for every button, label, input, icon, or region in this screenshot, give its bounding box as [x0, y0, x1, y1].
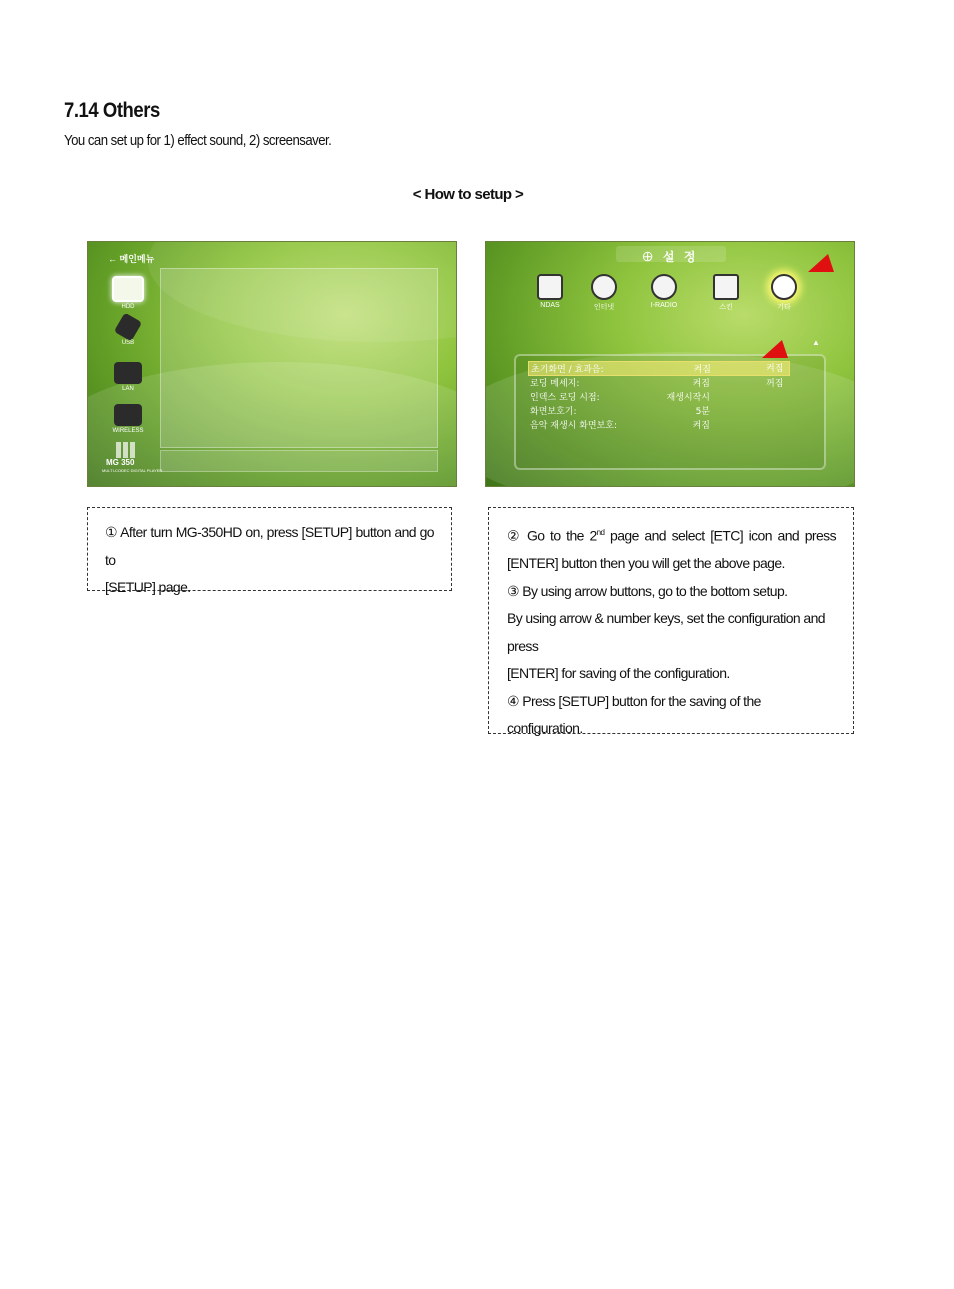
- hdd-icon: [112, 276, 144, 302]
- setting-row-screensaver[interactable]: [528, 404, 788, 417]
- tab-label: 기타: [777, 304, 791, 311]
- setting-label: 초기화면 / 효과음:: [531, 365, 604, 375]
- section-title: 7.14 Others: [64, 99, 160, 122]
- setting-label: 음악 재생시 화면보호:: [530, 421, 618, 431]
- shirt-icon: [713, 274, 739, 300]
- scroll-up-icon: ▲: [812, 338, 820, 347]
- ndas-icon: [537, 274, 563, 300]
- gears-icon: [771, 274, 797, 300]
- tab-label: 스킨: [719, 304, 733, 311]
- caption-text: ③ By using arrow buttons, go to the bottom setup.: [507, 582, 788, 599]
- lan-device: [112, 362, 144, 392]
- settings-box: [514, 354, 826, 470]
- caption-text: ④ Press [SETUP] button for the saving of the configuration.: [507, 692, 761, 737]
- header-bar: [616, 246, 726, 262]
- tab-label: NDAS: [540, 302, 560, 309]
- main-menu-screenshot: [87, 241, 457, 487]
- setup-header: ⊕ 설 정: [641, 250, 699, 264]
- device-label: LAN: [122, 386, 134, 392]
- hdd-device: [112, 276, 144, 310]
- content-panel: [160, 268, 438, 448]
- device-label: HDD: [121, 304, 135, 310]
- usb-icon: [114, 312, 142, 341]
- caption-text: page and select [ETC] icon and press: [604, 527, 836, 544]
- setting-value: 켜짐: [693, 365, 711, 375]
- setting-value: 켜짐: [692, 379, 710, 389]
- caption-text: [507, 519, 836, 550]
- caption-text: ① After turn MG-350HD on, press [SETUP] button and go to: [105, 524, 434, 568]
- brand-logo: MG 350: [106, 458, 135, 467]
- pointer-arrow-icon: [806, 252, 836, 274]
- device-label: USB: [121, 340, 135, 346]
- caption-text: By using arrow & number keys, set the configuration and press: [507, 610, 825, 654]
- device-label: WIRELESS: [112, 428, 144, 434]
- caption-text: [SETUP] page.: [105, 579, 191, 595]
- how-to-heading: < How to setup >: [412, 186, 524, 203]
- setting-value: 5분: [695, 407, 710, 417]
- tab-label: I-RADIO: [650, 302, 678, 309]
- tab-etc[interactable]: [764, 274, 804, 312]
- status-panel: [160, 450, 438, 472]
- setting-row-effect-sound[interactable]: [528, 361, 790, 376]
- wireless-icon: [114, 404, 142, 426]
- caption-text: ② Go to the 2: [507, 527, 597, 544]
- usb-device: [112, 316, 144, 346]
- intro-text: You can set up for 1) effect sound, 2) screensaver.: [64, 132, 332, 149]
- tab-skin[interactable]: [706, 274, 746, 312]
- setting-value: 재생시작시: [666, 393, 710, 403]
- tab-iradio[interactable]: [644, 274, 684, 309]
- caption-text: [ENTER] button then you will get the above page.: [507, 555, 785, 572]
- grid-icon: [116, 442, 136, 458]
- setting-label: 로딩 메세지:: [530, 379, 580, 389]
- setting-label: 인덱스 로딩 시점:: [530, 393, 600, 403]
- superscript: nd: [596, 528, 605, 537]
- setting-row-music-screensaver[interactable]: [528, 418, 788, 431]
- setup-screenshot: [485, 241, 855, 487]
- lan-icon: [114, 362, 142, 384]
- caption-text: [ENTER] for saving of the configuration.: [507, 665, 730, 682]
- step1-caption: [87, 507, 452, 595]
- wireless-device: [112, 404, 144, 434]
- setting-label: 화면보호기:: [530, 407, 577, 417]
- tab-ndas[interactable]: [530, 274, 570, 309]
- main-menu-header: ← 메인메뉴: [108, 254, 155, 264]
- radio-icon: [651, 274, 677, 300]
- steps-caption: [488, 507, 854, 737]
- option-on[interactable]: 켜짐: [766, 364, 784, 374]
- tab-label: 인터넷: [593, 304, 615, 311]
- setting-value: 켜짐: [692, 421, 710, 431]
- pointer-arrow-icon: [760, 338, 790, 360]
- internet-icon: [591, 274, 617, 300]
- setting-row-index-loading[interactable]: [528, 390, 788, 403]
- option-off[interactable]: 꺼짐: [766, 379, 784, 389]
- setting-row-loading-message[interactable]: [528, 376, 788, 389]
- brand-subtitle: MULTI-CODEC DIGITAL PLAYER: [102, 468, 163, 473]
- tab-internet[interactable]: [584, 274, 624, 312]
